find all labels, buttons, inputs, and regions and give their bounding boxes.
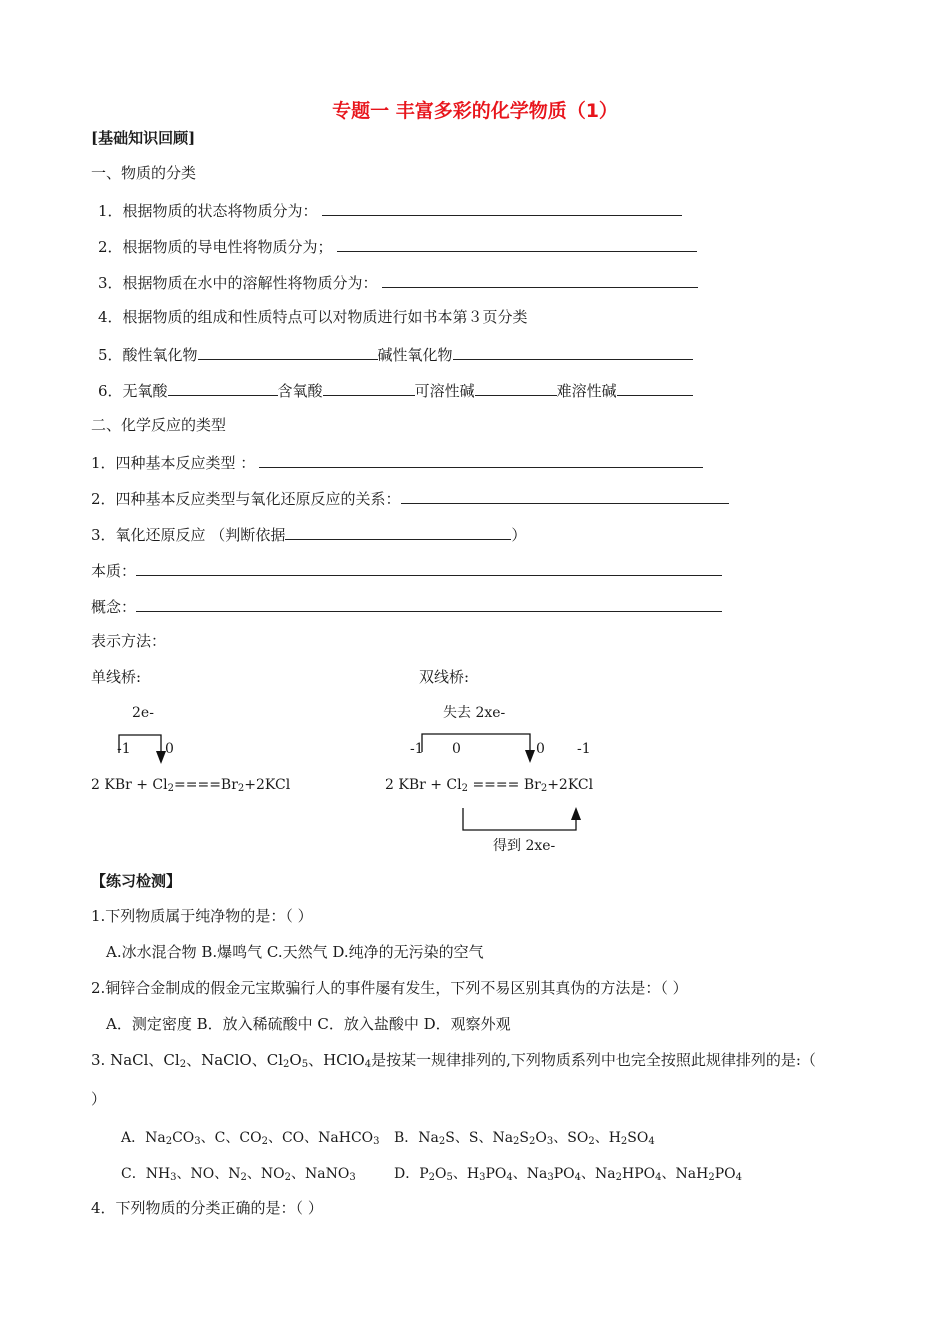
single-bridge-arrow-line — [119, 735, 161, 753]
formula-subscript: 4 — [506, 1172, 513, 1183]
q3-text: 3. NaCl、Cl — [91, 1051, 180, 1069]
question-text: 概念： — [91, 598, 137, 616]
formula-subscript: 3 — [479, 1172, 486, 1183]
practice-q1-options: A.冰水混合物 B.爆鸣气 C.天然气 D.纯净的无污染的空气 — [106, 943, 484, 961]
formula-subscript: 3 — [349, 1172, 356, 1183]
question-text: 难溶性碱 — [556, 382, 617, 400]
practice-q3-close: ） — [91, 1090, 107, 1108]
single-bridge-electrons: 2e- — [132, 705, 154, 721]
equation-text: ====Br — [174, 777, 238, 793]
question-text: 2．四种基本反应类型与氧化还原反应的关系： — [91, 490, 401, 508]
formula-subscript: 2 — [620, 1136, 628, 1147]
q3-text: O — [289, 1051, 302, 1069]
formula-subscript: 2 — [529, 1136, 536, 1147]
formula-text: 、NO、N — [176, 1166, 241, 1182]
single-bridge-ox-right: 0 — [165, 741, 174, 757]
formula-subscript: 2 — [165, 1136, 173, 1147]
q3-subscript: 5 — [301, 1059, 309, 1070]
formula-text: 、H — [452, 1166, 480, 1182]
question-text: 1．根据物质的状态将物质分为： — [98, 202, 318, 220]
formula-subscript: 4 — [735, 1172, 742, 1183]
formula-text: B．Na — [394, 1130, 439, 1146]
formula-subscript: 3 — [194, 1136, 201, 1147]
equation-subscript: 2 — [540, 783, 548, 794]
question-text: 可溶性碱 — [414, 382, 475, 400]
formula-subscript: 5 — [446, 1172, 453, 1183]
formula-subscript: 2 — [261, 1136, 268, 1147]
double-bridge-ox2: 0 — [452, 741, 461, 757]
practice-q3-option-a — [121, 1128, 380, 1148]
equation-text: 2 KBr + Cl — [91, 777, 168, 793]
part2-heading: 二、化学反应的类型 — [91, 416, 227, 434]
formula-text: 、SO — [553, 1130, 589, 1146]
equation-subscript: 2 — [237, 783, 245, 794]
equation-subscript: 2 — [461, 783, 468, 794]
formula-subscript: 2 — [284, 1172, 292, 1183]
q3-subscript: 4 — [364, 1059, 372, 1070]
section-practice-heading: 【练习检测】 — [91, 872, 182, 890]
formula-subscript: 3 — [170, 1172, 177, 1183]
practice-q3-option-b — [394, 1128, 655, 1148]
question-text: 2．根据物质的导电性将物质分为； — [98, 238, 333, 256]
method-label: 表示方法： — [91, 632, 167, 650]
double-bridge-top-arrowhead — [525, 750, 535, 763]
formula-subscript: 2 — [708, 1172, 715, 1183]
single-bridge-label: 单线桥: — [91, 668, 142, 686]
formula-subscript: 2 — [438, 1136, 446, 1147]
question-text: 含氧酸 — [277, 382, 323, 400]
practice-q3-option-c — [121, 1164, 356, 1184]
formula-subscript: 3 — [546, 1136, 554, 1147]
practice-q3-option-d — [394, 1164, 742, 1184]
question-text: 3．根据物质在水中的溶解性将物质分为： — [98, 274, 378, 292]
formula-subscript: 2 — [588, 1136, 595, 1147]
q3-subscript: 2 — [179, 1059, 187, 1070]
question-1-4: 4．根据物质的组成和性质特点可以对物质进行如书本第３页分类 — [98, 308, 528, 326]
question-text: ） — [511, 526, 527, 544]
q3-text: 是按某一规律排列的,下列物质系列中也完全按照此规律排列的是:（ — [371, 1051, 816, 1069]
double-bridge-ox3: 0 — [536, 741, 545, 757]
formula-text: C．NH — [121, 1166, 171, 1182]
formula-subscript: 3 — [373, 1136, 380, 1147]
practice-q3 — [91, 1050, 816, 1070]
q3-text: 、NaClO、Cl — [186, 1051, 283, 1069]
single-bridge-ox-left: -1 — [117, 741, 131, 757]
formula-subscript: 3 — [547, 1172, 554, 1183]
equation-text: +2KCl — [244, 777, 291, 793]
formula-text: CO — [172, 1130, 195, 1146]
formula-text: S、S、Na — [445, 1130, 514, 1146]
practice-q4: 4．下列物质的分类正确的是：（ ） — [91, 1199, 323, 1217]
double-bridge-ox4: -1 — [577, 741, 591, 757]
practice-q2-options: A．测定密度 B．放入稀硫酸中 C．放入盐酸中 D．观察外观 — [106, 1015, 511, 1033]
formula-text: 、NaH — [661, 1166, 709, 1182]
formula-subscript: 2 — [513, 1136, 520, 1147]
formula-subscript: 4 — [574, 1172, 582, 1183]
question-text: 本质： — [91, 562, 137, 580]
formula-text: 、CO、NaHCO — [267, 1130, 374, 1146]
double-bridge-gain: 得到 2xe- — [493, 838, 556, 854]
formula-text: 、Na — [581, 1166, 616, 1182]
formula-text: O — [435, 1166, 447, 1182]
section-review-heading: [基础知识回顾] — [91, 129, 196, 147]
single-bridge-arrowhead — [156, 751, 166, 764]
part1-heading: 一、物质的分类 — [91, 164, 197, 182]
formula-text: PO — [553, 1166, 575, 1182]
question-text: 1．四种基本反应类型 ： — [91, 454, 256, 472]
formula-text: 、H — [594, 1130, 621, 1146]
formula-text: A．Na — [121, 1130, 166, 1146]
formula-text: PO — [485, 1166, 507, 1182]
formula-text: SO — [627, 1130, 649, 1146]
q3-subscript: 2 — [283, 1059, 290, 1070]
formula-text: S — [519, 1130, 530, 1146]
double-bridge-label: 双线桥: — [419, 668, 470, 686]
equation-text: ==== Br — [468, 777, 541, 793]
double-bridge-top-arrow-line — [422, 734, 530, 752]
formula-text: O — [535, 1130, 547, 1146]
formula-text: 、C、CO — [200, 1130, 262, 1146]
formula-subscript: 2 — [428, 1172, 436, 1183]
practice-q2: 2.铜锌合金制成的假金元宝欺骗行人的事件屡有发生，下列不易区别其真伪的方法是：（ ） — [91, 979, 688, 997]
double-bridge-bottom-arrow-line — [463, 808, 576, 830]
formula-text: 、NO — [246, 1166, 285, 1182]
q3-text: 、HClO — [308, 1051, 365, 1069]
equation-text: +2KCl — [547, 777, 594, 793]
formula-text: HPO — [622, 1166, 656, 1182]
equation-subscript: 2 — [167, 783, 174, 794]
formula-text: 、NaNO — [291, 1166, 350, 1182]
page-title: 专题一 丰富多彩的化学物质（1） — [332, 100, 618, 122]
question-text: 碱性氧化物 — [377, 346, 453, 364]
formula-text: PO — [714, 1166, 736, 1182]
equation-text: 2 KBr + Cl — [385, 777, 462, 793]
formula-text: 、Na — [512, 1166, 548, 1182]
formula-subscript: 2 — [240, 1172, 247, 1183]
formula-subscript: 4 — [655, 1172, 662, 1183]
formula-subscript: 4 — [648, 1136, 655, 1147]
formula-text: D．P — [394, 1166, 429, 1182]
question-text: 6．无氧酸 — [98, 382, 168, 400]
question-text: 5．酸性氧化物 — [98, 346, 198, 364]
double-bridge-bottom-arrowhead — [571, 807, 581, 820]
formula-subscript: 2 — [615, 1172, 623, 1183]
question-text: 3．氧化还原反应 （判断依据 — [91, 526, 286, 544]
double-bridge-lose: 失去 2xe- — [443, 705, 506, 721]
practice-q1: 1.下列物质属于纯净物的是：（ ） — [91, 907, 313, 925]
double-bridge-ox1: -1 — [410, 741, 424, 757]
